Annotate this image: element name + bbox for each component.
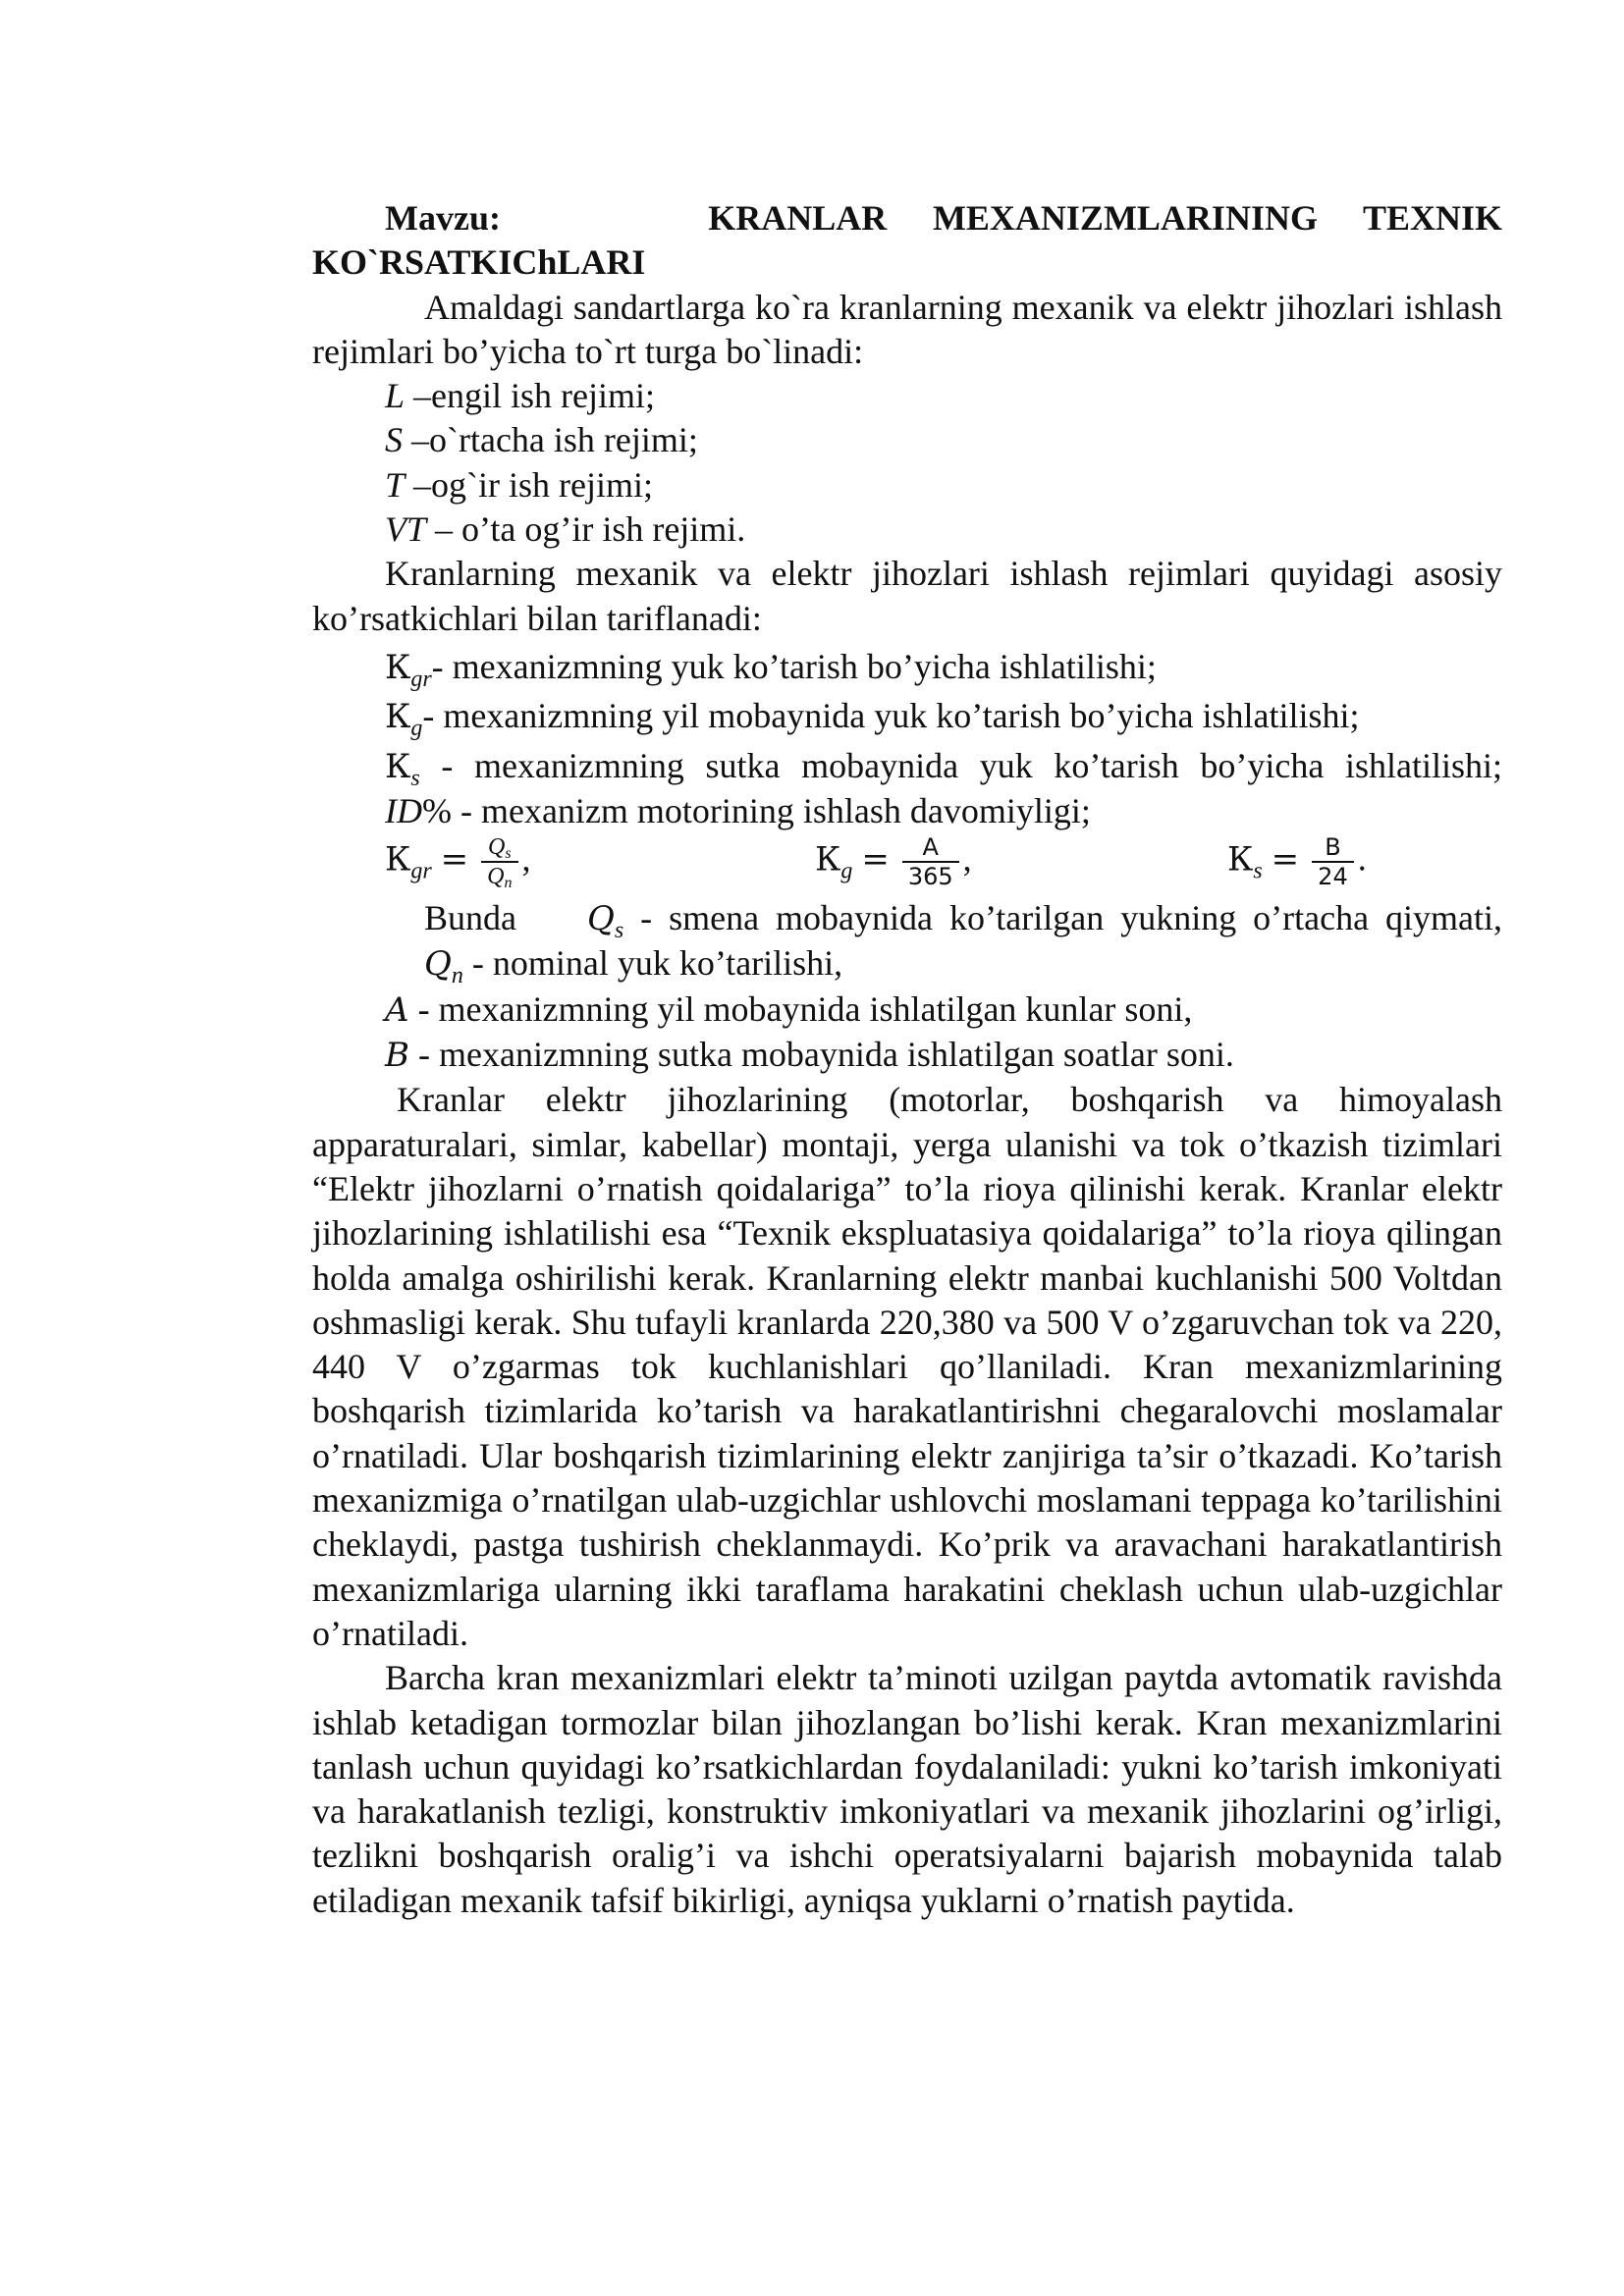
definition-qs: Bunda $Q_s$ - smena mobaynida ko’tarilgan yukning o’rtacha qiymati, xyxy=(424,898,1502,944)
indicators-intro: Kranlarning mexanik va elektr jihozlari ishlash rejimlari quyidagi asosiy ko’rsatkichlari bilan tariflanadi: xyxy=(312,554,1502,638)
regime-item-t: T –og`ir ish rejimi; xyxy=(385,464,653,505)
formula-ks: $К_s$ = $\frac{B}{24}$ . xyxy=(1227,833,1367,891)
indicator-ks: $К_s$ - mexanizmning sutka mobaynida yuk ko’tarish bo’yicha ishlatilishi; xyxy=(385,745,1502,791)
definition-b: B - mexanizmning sutka mobaynida ishlatilgan soatlar soni. xyxy=(385,1035,1234,1076)
formula-row xyxy=(312,833,1502,902)
document-page xyxy=(312,196,1502,1923)
title-label: Mavzu: xyxy=(385,198,501,238)
formula-kgr: $К_{gr}$ = $\frac{Q_s}{Q_n}$ , xyxy=(385,834,531,892)
regime-item-l: L –engil ish rejimi; xyxy=(385,376,656,416)
title-topic-line1: KRANLAR MEXANIZMLARINING TEXNIK xyxy=(708,198,1502,238)
indicator-kg: $К_g-$ mexanizmning yil mobaynida yuk ko’tarish bo’yicha ishlatilishi; xyxy=(385,696,1360,742)
fraction-a-365: $\frac{A}{365}$ xyxy=(902,833,959,890)
formula-kg: $К_g$ = $\frac{A}{365}$ , xyxy=(815,833,972,891)
regime-item-s: S –o`rtacha ish rejimi; xyxy=(385,420,698,460)
definition-qn: $Q_n$ - nominal yuk ko’tarilishi, xyxy=(424,943,843,989)
intro-paragraph: Amaldagi sandartlarga ko`ra kranlarning mexanik va elektr jihozlari ishlash rejimlari bo’yicha to`rt turga bo`linadi: xyxy=(312,287,1502,371)
definition-a: A - mexanizmning yil mobaynida ishlatilgan kunlar soni, xyxy=(385,988,1193,1030)
paragraph-electric-equipment: Kranlar elektr jihozlarining (motorlar, boshqarish va himoyalash apparaturalari, simlar, kabellar) montaji, yerga ulanishi va tok o’tkazish tizimlari “Elektr jihozlarni o’rnatish qoidalariga” to’la rioya qilinishi kerak. Kranlar elektr jihozlarining ishlatilishi esa “Texnik ekspluatasiya qoidalariga” to’la rioya qilingan holda amalga oshirilishi kerak. Kranlarning elektr manbai kuchlanishi 500 Voltdan oshmasligi kerak. Shu tufayli kranlarda 220,380 va 500 V o’zgaruvchan tok va 220, 440 V o’zgarmas tok kuchlanishlari qo’llaniladi. Kran mexanizmlarining boshqarish tizimlarida ko’tarish va harakatlantirishni chegaralovchi moslamalar o’rnatiladi. Ular boshqarish tizimlarining elektr zanjiriga ta’sir o’tkazadi. Ko’tarish mexanizmiga o’rnatilgan ulab-uzgichlar ushlovchi moslamani teppaga ko’tarilishini cheklaydi, pastga tushirish cheklanmaydi. Ko’prik va aravachani harakatlantirish mexanizmlariga ularning ikki taraflama harakatini cheklash uchun ulab-uzgichlar o’rnatiladi. xyxy=(312,1080,1502,1653)
fraction-b-24: $\frac{B}{24}$ xyxy=(1312,833,1354,890)
document-title xyxy=(312,196,1502,240)
regime-item-vt: VT – o’ta og’ir ish rejimi. xyxy=(385,509,746,550)
indicator-id: ID% - mexanizm motorining ishlash davomiyligi; xyxy=(385,790,1091,830)
indicator-kgr: $К_{gr}-$ mexanizmning yuk ko’tarish bo’yicha ishlatilishi; xyxy=(385,646,1157,692)
title-topic-line2: KO`RSATKIChLARI xyxy=(312,242,646,283)
fraction-qs-qn: $\frac{Q_s}{Q_n}$ xyxy=(481,833,517,890)
paragraph-brakes: Barcha kran mexanizmlari elektr ta’minoti uzilgan paytda avtomatik ravishda ishlab ketadigan tormozlar bilan jihozlangan bo’lishi kerak. Kran mexanizmlarini tanlash uchun quyidagi ko’rsatkichlardan foydalaniladi: yukni ko’tarish imkoniyati va harakatlanish tezligi, konstruktiv imkoniyatlari va mexanik jihozlarini og’irligi, tezlikni boshqarish oralig’i va ishchi operatsiyalarni bajarish mobaynida talab etiladigan mexanik tafsif bikirligi, ayniqsa yuklarni o’rnatish paytida. xyxy=(312,1658,1502,1920)
